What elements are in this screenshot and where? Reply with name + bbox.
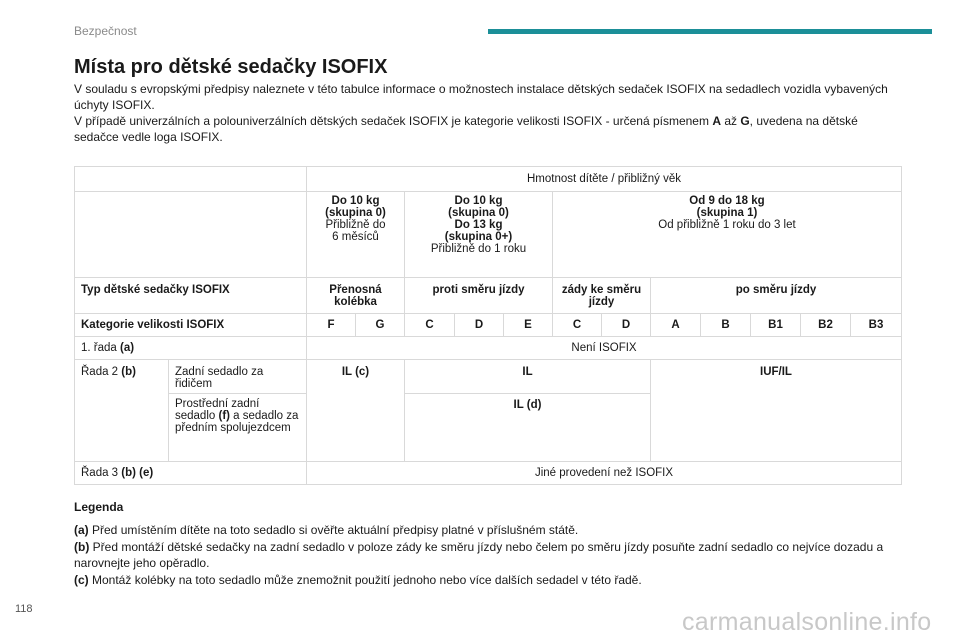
page-title: Místa pro dětské sedačky ISOFIX [74,56,388,78]
row-2a [75,360,902,394]
legend-item: (a) Před umístěním dítěte na toto sedadlo si ověřte aktuální předpisy platné v příslušném státě. [74,523,579,537]
type-rear-facing: proti směru jízdy [405,278,553,314]
watermark: carmanualsonline.info [682,608,932,636]
category-cell: E [504,314,553,337]
category-label: Kategorie velikosti ISOFIX [75,314,307,337]
category-row [75,314,902,337]
type-forward-facing: po směru jízdy [651,278,902,314]
category-cell: D [602,314,651,337]
category-cell: F [307,314,356,337]
type-label: Typ dětské sedačky ISOFIX [75,278,307,314]
category-cell: C [553,314,602,337]
header-row-groups [75,192,902,278]
legend-item: (b) Před montáží dětské sedačky na zadní sedadlo v poloze zády ke směru jízdy nebo čelem po směru jízdy posuňte zadní sedadlo co nejvíce dozadu a narovnejte jeho opěradlo. [74,539,884,570]
intro-text [74,81,894,145]
header-row-weight [75,167,902,192]
group-0-plus: Do 10 kg (skupina 0) Do 13 kg (skupina 0+) Přibližně do 1 roku [405,192,553,278]
row-3-label: Řada 3 (b) (e) [75,462,307,485]
group-1: Od 9 do 18 kg (skupina 1) Od přibližně 1 roku do 3 let [553,192,902,278]
row-3 [75,462,902,485]
row-2-forward-value: IUF/IL [651,360,902,462]
row-2-rear-value-middle: IL (d) [405,394,651,462]
row-1 [75,337,902,360]
row-2-seat-middle: Prostřední zadní sedadlo (f) a sedadlo za předním spolujezdcem [169,394,307,462]
page-number: 118 [15,603,33,615]
category-cell: B2 [801,314,851,337]
intro-paragraph-1: V souladu s evropskými předpisy naleznete v této tabulce informace o možnostech instalace dětských sedaček ISOFIX na sedadlech vozidla vybavených úchyty ISOFIX. [74,82,888,112]
category-cell: C [405,314,455,337]
legend [74,522,914,588]
category-cell: B [701,314,751,337]
row-2-seat-behind-driver: Zadní sedadlo za řidičem [169,360,307,394]
section-label: Bezpečnost [74,24,137,38]
row-2-carrycot-value: IL (c) [307,360,405,462]
row-2-label: Řada 2 (b) [75,360,169,462]
row-1-label: 1. řada (a) [75,337,307,360]
intro-paragraph-2: V případě univerzálních a polouniverzálních dětských sedaček ISOFIX je kategorie velikosti ISOFIX - určená písmenem A až G, uvedena na dětské sedačce vedle loga ISOFIX. [74,114,858,144]
isofix-table [74,166,902,485]
empty-cell [75,192,307,278]
type-rear-facing-2: zády ke směru jízdy [553,278,651,314]
type-carrycot: Přenosná kolébka [307,278,405,314]
group-0: Do 10 kg (skupina 0) Přibližně do 6 měsíců [307,192,405,278]
category-cell: B3 [851,314,902,337]
category-cell: D [455,314,504,337]
row-3-value: Jiné provedení než ISOFIX [307,462,902,485]
row-2-rear-value: IL [405,360,651,394]
category-cell: A [651,314,701,337]
category-cell: B1 [751,314,801,337]
legend-title: Legenda [74,500,124,514]
weight-header: Hmotnost dítěte / přibližný věk [307,167,902,192]
section-accent-bar [488,29,932,34]
type-row [75,278,902,314]
row-1-value: Není ISOFIX [307,337,902,360]
category-cell: G [356,314,405,337]
empty-cell [75,167,307,192]
legend-item: (c) Montáž kolébky na toto sedadlo může znemožnit použití jednoho nebo více dalších sedadel v této řadě. [74,572,642,587]
